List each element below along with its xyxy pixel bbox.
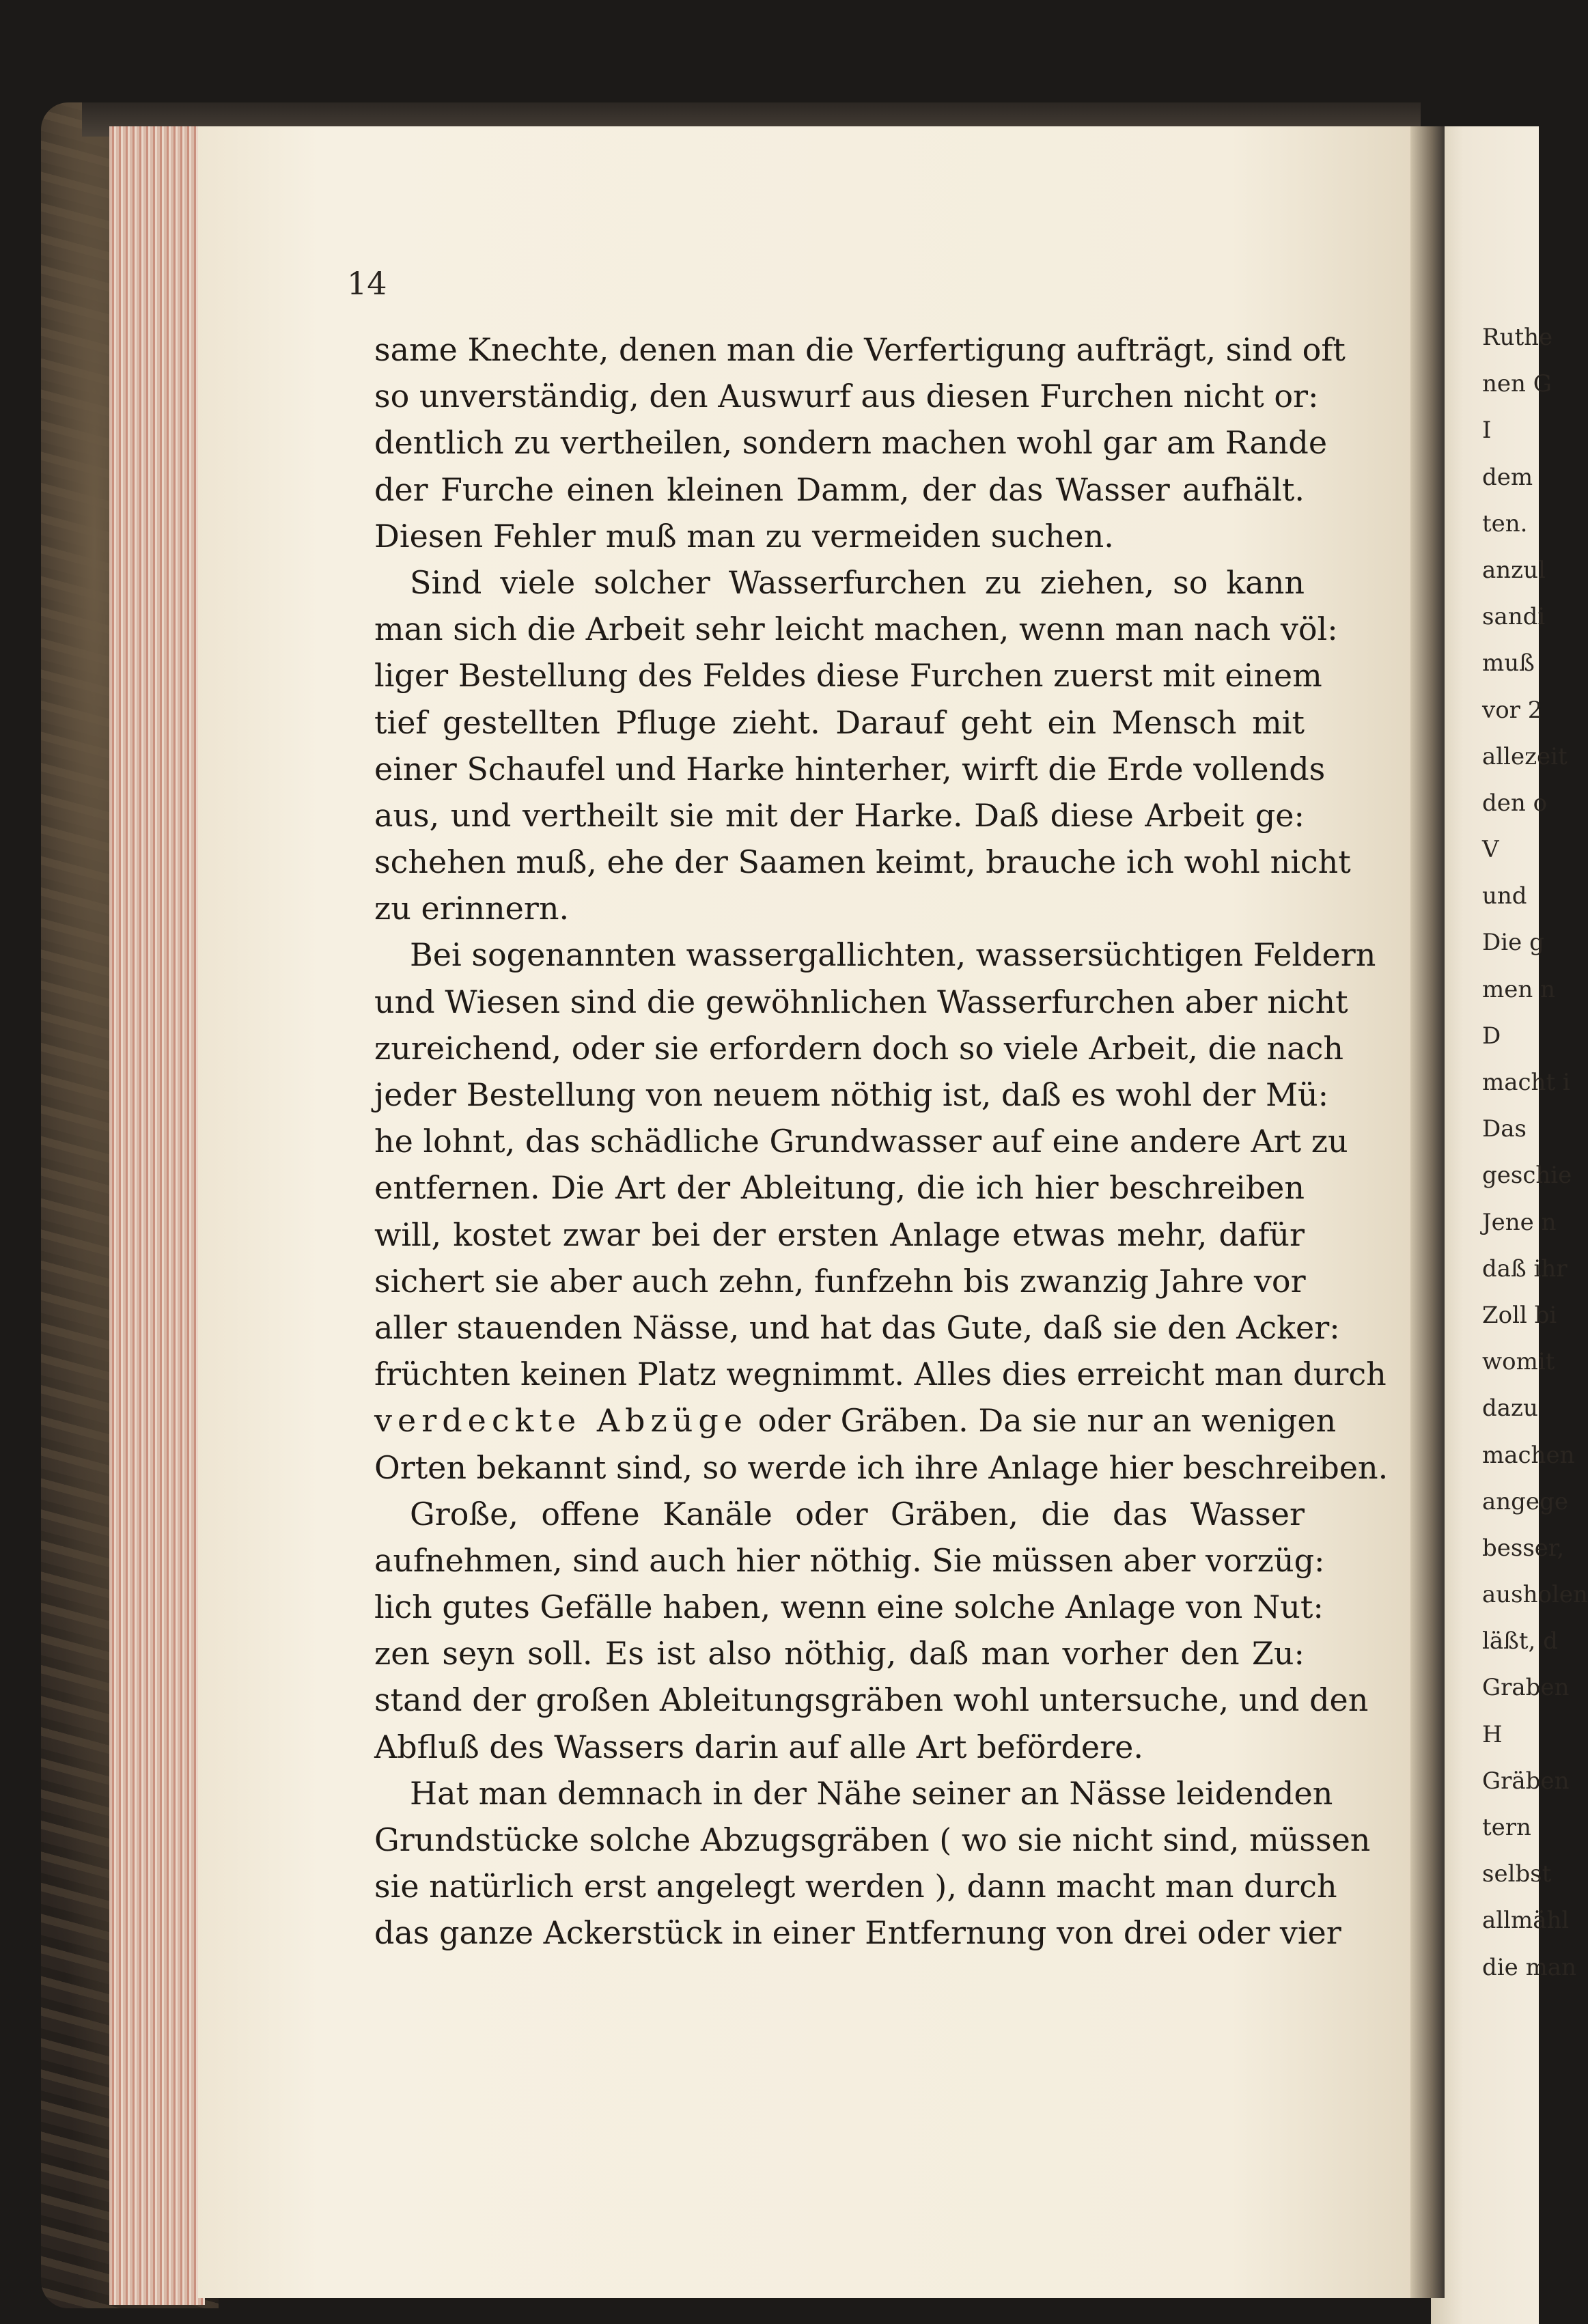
text-line: same Knechte, denen man die Verfertigung aufträgt, sind oft [374, 331, 1346, 368]
text-line: und Wiesen sind die gewöhnlichen Wasserfurchen aber nicht [374, 983, 1348, 1020]
facing-page-fragment: H [1482, 1720, 1503, 1748]
text-line: Hat man demnach in der Nähe seiner an Nässe leidenden [410, 1774, 1333, 1812]
text-line: so unverständig, den Auswurf aus diesen Furchen nicht or: [374, 378, 1319, 415]
facing-page-fragment: vor 2 [1482, 696, 1543, 724]
text-line: zu erinnern. [374, 890, 570, 927]
text-line: früchten keinen Platz wegnimmt. Alles dies erreicht man durch [374, 1356, 1387, 1393]
page-body-text [374, 326, 1389, 1957]
text-line: zureichend, oder sie erfordern doch so viele Arbeit, die nach [374, 1029, 1343, 1067]
facing-page-fragment: besser, [1482, 1534, 1565, 1562]
text-line: lich gutes Gefälle haben, wenn eine solche Anlage von Nut: [374, 1588, 1324, 1626]
text-line: aufnehmen, sind auch hier nöthig. Sie müssen aber vorzüg: [374, 1541, 1325, 1579]
facing-page-text [1482, 314, 1588, 1991]
facing-page-fragment: die man [1482, 1953, 1576, 1981]
text-line: sie natürlich erst angelegt werden ), dann macht man durch [374, 1868, 1337, 1905]
text-line: will, kostet zwar bei der ersten Anlage etwas mehr, dafür [374, 1216, 1305, 1253]
facing-page-fragment: tern [1482, 1814, 1531, 1841]
facing-page-fragment: Ruthe [1482, 324, 1553, 351]
text-line: man sich die Arbeit sehr leicht machen, wenn man nach völ: [374, 611, 1338, 648]
facing-page-fragment: I [1482, 417, 1492, 445]
facing-page-fragment: muß [1482, 649, 1535, 677]
text-line: schehen muß, ehe der Saamen keimt, brauche ich wohl nicht [374, 843, 1351, 881]
facing-page-fragment: nen G [1482, 370, 1552, 398]
facing-page-fragment: den o [1482, 789, 1548, 817]
facing-page-fragment: Die g [1482, 929, 1544, 957]
text-line: dentlich zu vertheilen, sondern machen wohl gar am Rande [374, 424, 1328, 462]
text-line: liger Bestellung des Feldes diese Furchen zuerst mit einem [374, 657, 1322, 695]
text-line: tief gestellten Pfluge zieht. Darauf geht ein Mensch mit [374, 703, 1305, 741]
facing-page-fragment: Das [1482, 1115, 1527, 1143]
text-line: entfernen. Die Art der Ableitung, die ich hier beschreiben [374, 1169, 1305, 1207]
text-line: stand der großen Ableitungsgräben wohl untersuche, und den [374, 1681, 1369, 1719]
facing-page-fragment: dazu [1482, 1395, 1538, 1423]
facing-page-fragment: selbst [1482, 1860, 1552, 1888]
text-line-rest: oder Gräben. Da sie nur an wenigen [748, 1402, 1337, 1440]
text-line: Abfluß des Wassers darin auf alle Art befördere. [374, 1728, 1143, 1765]
text-line: einer Schaufel und Harke hinterher, wirft die Erde vollends [374, 750, 1326, 787]
facing-page-fragment: Jene n [1482, 1208, 1557, 1236]
facing-page-fragment: allezeit [1482, 742, 1568, 770]
text-line: jeder Bestellung von neuem nöthig ist, daß es wohl der Mü: [374, 1076, 1329, 1113]
facing-page-fragment: anzul [1482, 556, 1546, 584]
text-line: he lohnt, das schädliche Grundwasser auf eine andere Art zu [374, 1123, 1348, 1160]
text-line: der Furche einen kleinen Damm, der das Wasser aufhält. [374, 471, 1305, 508]
facing-page-fragment: geschie [1482, 1162, 1572, 1190]
facing-page-fragment: D [1482, 1022, 1501, 1050]
text-line: aller stauenden Nässe, und hat das Gute, daß sie den Acker: [374, 1308, 1340, 1346]
spaced-emphasis: verdeckte Abzüge [374, 1402, 749, 1440]
text-line-spaced [374, 1397, 1337, 1444]
text-line: sichert sie aber auch zehn, funfzehn bis zwanzig Jahre vor [374, 1262, 1306, 1300]
facing-page-fragment: läßt, d [1482, 1627, 1558, 1655]
text-line: Bei sogenannten wassergallichten, wassersüchtigen Feldern [410, 936, 1376, 974]
text-line: aus, und vertheilt sie mit der Harke. Daß diese Arbeit ge: [374, 796, 1305, 834]
text-line: das ganze Ackerstück in einer Entfernung von drei oder vier [374, 1914, 1341, 1952]
facing-page-fragment: angege [1482, 1487, 1568, 1515]
text-line: Diesen Fehler muß man zu vermeiden suchen. [374, 517, 1114, 555]
book-gutter [1410, 126, 1445, 2298]
text-line: Sind viele solcher Wasserfurchen zu ziehen, so kann [410, 563, 1305, 601]
text-line: zen seyn soll. Es ist also nöthig, daß man vorher den Zu: [374, 1635, 1305, 1672]
page-edges [109, 126, 205, 2305]
facing-page-fragment: ten. [1482, 509, 1528, 537]
facing-page-fragment: V [1482, 836, 1499, 864]
page-number: 14 [347, 265, 387, 302]
facing-page-fragment: men n [1482, 975, 1555, 1003]
text-line: Grundstücke solche Abzugsgräben ( wo sie nicht sind, müssen [374, 1821, 1371, 1858]
facing-page-fragment: allmähl [1482, 1907, 1570, 1935]
facing-page-fragment: Gräben [1482, 1767, 1570, 1795]
text-line: Große, offene Kanäle oder Gräben, die das Wasser [410, 1495, 1305, 1532]
facing-page-fragment: macht i [1482, 1069, 1570, 1096]
text-line: Orten bekannt sind, so werde ich ihre Anlage hier beschreiben. [374, 1448, 1389, 1486]
facing-page-fragment: daß ihr [1482, 1255, 1568, 1283]
facing-page-fragment: sandi [1482, 603, 1546, 631]
facing-page-fragment: Zoll bi [1482, 1301, 1557, 1329]
facing-page-fragment: machen [1482, 1441, 1575, 1469]
facing-page-fragment: womit [1482, 1348, 1555, 1376]
facing-page-fragment: und [1482, 882, 1527, 910]
facing-page-fragment: dem [1482, 463, 1533, 491]
facing-page-fragment: ausholen [1482, 1581, 1588, 1609]
facing-page-fragment: Graben [1482, 1674, 1570, 1702]
